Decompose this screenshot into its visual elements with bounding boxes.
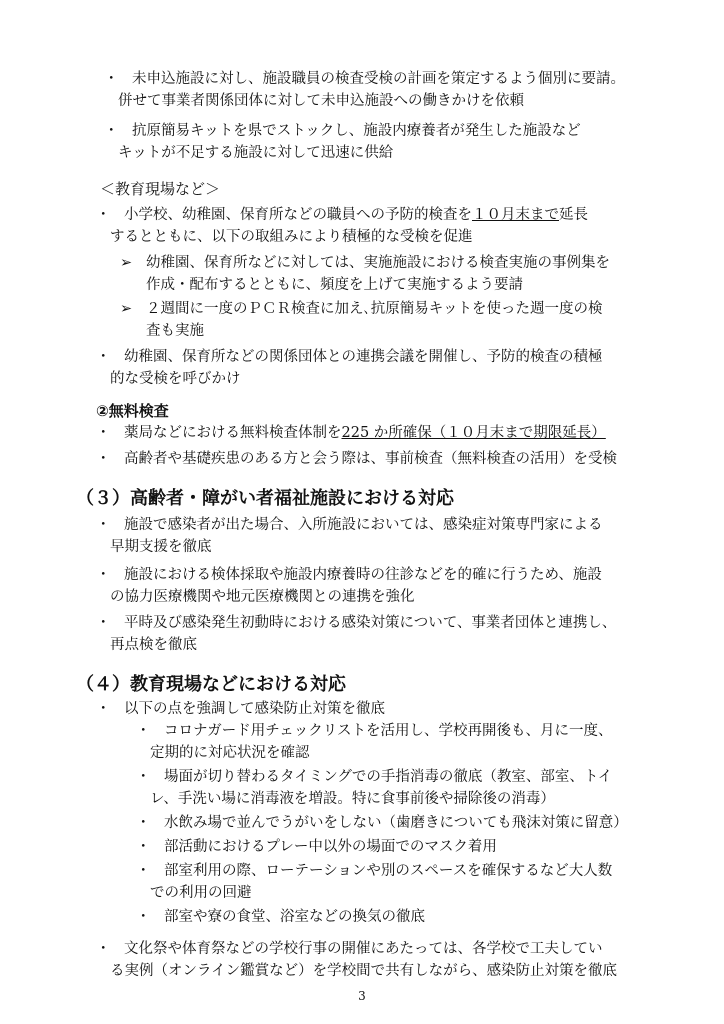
text-line: の協力医療機関や地元医療機関との連携を強化 (110, 589, 415, 605)
sub-item (120, 298, 680, 342)
bullet-item (104, 120, 684, 164)
text-line: 平時及び感染発生初動時における感染対策について、事業者団体と連携し、 (124, 615, 617, 631)
underlined-capacity: 225 か所確保（１０月末まで期限延長） (341, 425, 606, 441)
bullet-marker: ・ (136, 863, 151, 879)
bullet-marker: ・ (96, 701, 111, 717)
bullet-marker: ・ (96, 941, 111, 957)
text-line: 未申込施設に対し、施設職員の検査受検の計画を策定するよう個別に要請。 (132, 71, 625, 87)
text-line: る実例（オンライン鑑賞など）を学校間で共有しながら、感染防止対策を徹底 (110, 963, 618, 979)
bullet-marker: ・ (96, 567, 111, 583)
sub-item (136, 720, 696, 764)
bullet-item (96, 564, 696, 608)
text-line: 施設で感染者が出た場合、入所施設においては、感染症対策専門家による (124, 517, 603, 533)
arrow-marker: ➢ (120, 255, 133, 271)
bullet-marker: ・ (96, 349, 111, 365)
bullet-marker: ・ (96, 517, 111, 533)
text-line: 部室や寮の食堂、浴室などの換気の徹底 (164, 909, 425, 925)
text-line: 部室利用の際、ローテーションや別のスペースを確保するなど大人数 (164, 863, 613, 879)
text-line: での利用の回避 (150, 885, 252, 901)
section-3-title: （３）高齢者・障がい者福祉施設における対応 (76, 488, 454, 509)
text-line: 抗原簡易キットを県でストックし、施設内療養者が発生した施設など (132, 123, 581, 139)
bullet-item (96, 698, 696, 720)
text-line: 再点検を徹底 (110, 637, 197, 653)
bullet-item (96, 346, 686, 390)
text-part: 薬局などにおける無料検査体制を (124, 425, 342, 441)
bullet-marker: ・ (136, 909, 151, 925)
text-part: 延長 (559, 207, 588, 223)
sub-item (136, 766, 696, 810)
bullet-marker: ・ (136, 815, 151, 831)
text-line: ２週間に一度のＰＣＲ検査に加え､抗原簡易キットを使った週一度の検 (146, 301, 603, 317)
free-test-heading: ②無料検査 (96, 402, 169, 420)
underlined-deadline: １０月末まで (472, 207, 559, 223)
text-line: コロナガード用チェックリストを活用し、学校再開後も、月に一度、 (164, 723, 613, 739)
text-line: 場面が切り替わるタイミングでの手指消毒の徹底（教室、部室、トイ (164, 769, 613, 785)
sub-item (136, 906, 696, 928)
text-line: 査も実施 (146, 323, 204, 339)
bullet-item (96, 612, 696, 656)
bullet-item (96, 938, 706, 982)
page-number: 3 (358, 989, 366, 1003)
section-4-title: （４）教育現場などにおける対応 (76, 674, 346, 695)
bullet-marker: ・ (136, 769, 151, 785)
bullet-marker: ・ (104, 71, 119, 87)
sub-item (120, 252, 680, 296)
text-line: 水飲み場で並んでうがいをしない（歯磨きについても飛沫対策に留意） (164, 815, 628, 831)
bullet-marker: ・ (136, 723, 151, 739)
text-line: 幼稚園、保育所などの関係団体との連携会議を開催し、予防的検査の積極 (124, 349, 603, 365)
education-heading: ＜教育現場など＞ (100, 180, 221, 198)
arrow-marker: ➢ (120, 301, 133, 317)
text-line: 部活動におけるプレー中以外の場面でのマスク着用 (164, 839, 497, 855)
text-part: 小学校、幼稚園、保育所などの職員への予防的検査を (124, 207, 472, 223)
bullet-marker: ・ (96, 425, 111, 441)
text-line: レ、手洗い場に消毒液を増設。特に食事前後や掃除後の消毒） (150, 791, 555, 807)
text-line (124, 422, 696, 444)
text-line: 文化祭や体育祭などの学校行事の開催にあたっては、各学校で工夫してい (124, 941, 603, 957)
bullet-item (96, 422, 696, 444)
bullet-marker: ・ (104, 123, 119, 139)
text-line: 併せて事業者関係団体に対して未申込施設への働きかけを依頼 (118, 93, 524, 109)
text-line: 作成・配布するとともに、頻度を上げて実施するよう要請 (146, 277, 523, 293)
sub-item (136, 836, 696, 858)
bullet-item (96, 514, 696, 558)
bullet-item (96, 204, 686, 248)
text-line: 早期支援を徹底 (110, 539, 212, 555)
text-line (124, 204, 686, 226)
text-line: 的な受検を呼びかけ (110, 371, 241, 387)
sub-item (136, 812, 706, 834)
bullet-marker: ・ (96, 615, 111, 631)
bullet-marker: ・ (136, 839, 151, 855)
bullet-item (104, 68, 684, 112)
bullet-item (96, 448, 706, 470)
text-line: キットが不足する施設に対して迅速に供給 (118, 145, 394, 161)
text-line: 高齢者や基礎疾患のある方と会う際は、事前検査（無料検査の活用）を受検 (124, 451, 617, 467)
text-line: するとともに、以下の取組みにより積極的な受検を促進 (110, 229, 473, 245)
bullet-marker: ・ (96, 207, 111, 223)
bullet-marker: ・ (96, 451, 111, 467)
sub-item (136, 860, 696, 904)
text-line: 定期的に対応状況を確認 (150, 745, 310, 761)
text-line: 施設における検体採取や施設内療養時の往診などを的確に行うため、施設 (124, 567, 602, 583)
text-line: 以下の点を強調して感染防止対策を徹底 (124, 701, 385, 717)
text-line: 幼稚園、保育所などに対しては、実施施設における検査実施の事例集を (146, 255, 610, 271)
